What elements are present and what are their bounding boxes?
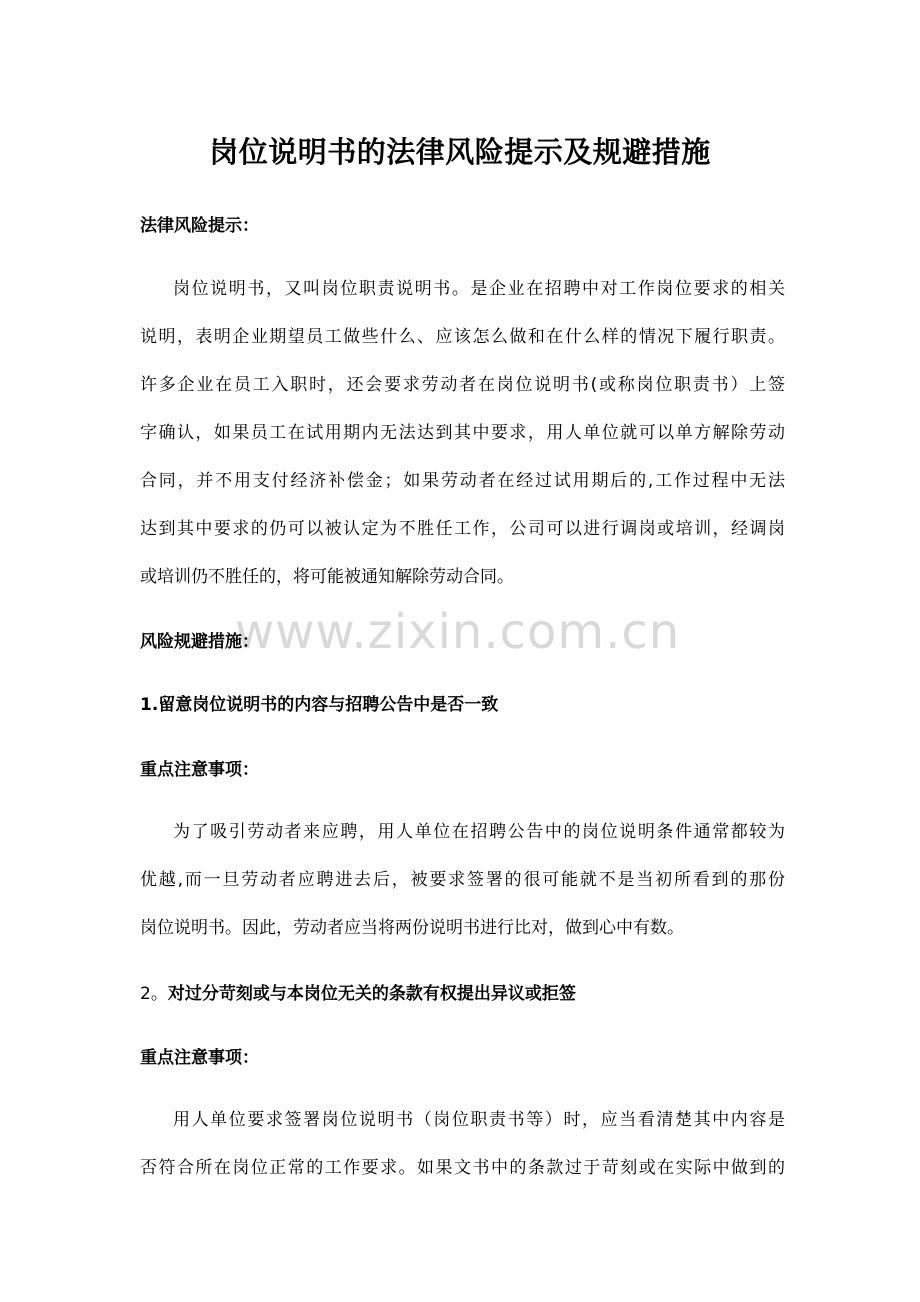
paragraph-line: 岗位说明书，又叫岗位职责说明书。是企业在招聘中对工作岗位要求的相关 — [173, 279, 785, 299]
section-heading-risk-avoidance: 风险规避措施： — [140, 632, 259, 652]
paragraph-line: 或培训仍不胜任的，将可能被通知解除劳动合同。 — [140, 567, 514, 587]
paragraph-line: 达到其中要求的仍可以被认定为不胜任工作，公司可以进行调岗或培训，经调岗 — [140, 519, 785, 539]
item-heading-1: 1.留意岗位说明书的内容与招聘公告中是否一致 — [140, 695, 499, 715]
paragraph-line: 合同，并不用支付经济补偿金；如果劳动者在经过试用期后的,工作过程中无法 — [140, 471, 785, 491]
note-heading-2: 重点注意事项： — [140, 1048, 259, 1068]
paragraph-line: 字确认，如果员工在试用期内无法达到其中要求，用人单位就可以单方解除劳动 — [140, 423, 785, 443]
paragraph-line: 说明，表明企业期望员工做些什么、应该怎么做和在什么样的情况下履行职责。 — [140, 327, 785, 347]
item-heading-2-text: 对过分苛刻或与本岗位无关的条款有权提出异议或拒签 — [167, 984, 576, 1004]
paragraph-line: 许多企业在员工入职时，还会要求劳动者在岗位说明书(或称岗位职责书）上签 — [140, 375, 785, 395]
item-number-2: 2。 — [140, 984, 168, 1004]
paragraph-line: 否符合所在岗位正常的工作要求。如果文书中的条款过于苛刻或在实际中做到的 — [140, 1158, 785, 1178]
paragraph-line: 优越,而一旦劳动者应聘进去后，被要求签署的很可能就不是当初所看到的那份 — [140, 870, 785, 890]
paragraph-line: 为了吸引劳动者来应聘，用人单位在招聘公告中的岗位说明条件通常都较为 — [173, 822, 785, 842]
section-heading-legal-risk: 法律风险提示： — [140, 216, 259, 236]
item-heading-2 — [140, 982, 576, 1006]
note-heading-1: 重点注意事项： — [140, 760, 259, 780]
paragraph-line: 岗位说明书。因此，劳动者应当将两份说明书进行比对，做到心中有数。 — [140, 918, 684, 938]
watermark: www.zixin.com.cn — [235, 604, 681, 660]
paragraph-line: 用人单位要求签署岗位说明书（岗位职责书等）时，应当看清楚其中内容是 — [173, 1110, 785, 1130]
document-title: 岗位说明书的法律风险提示及规避措施 — [209, 135, 711, 169]
